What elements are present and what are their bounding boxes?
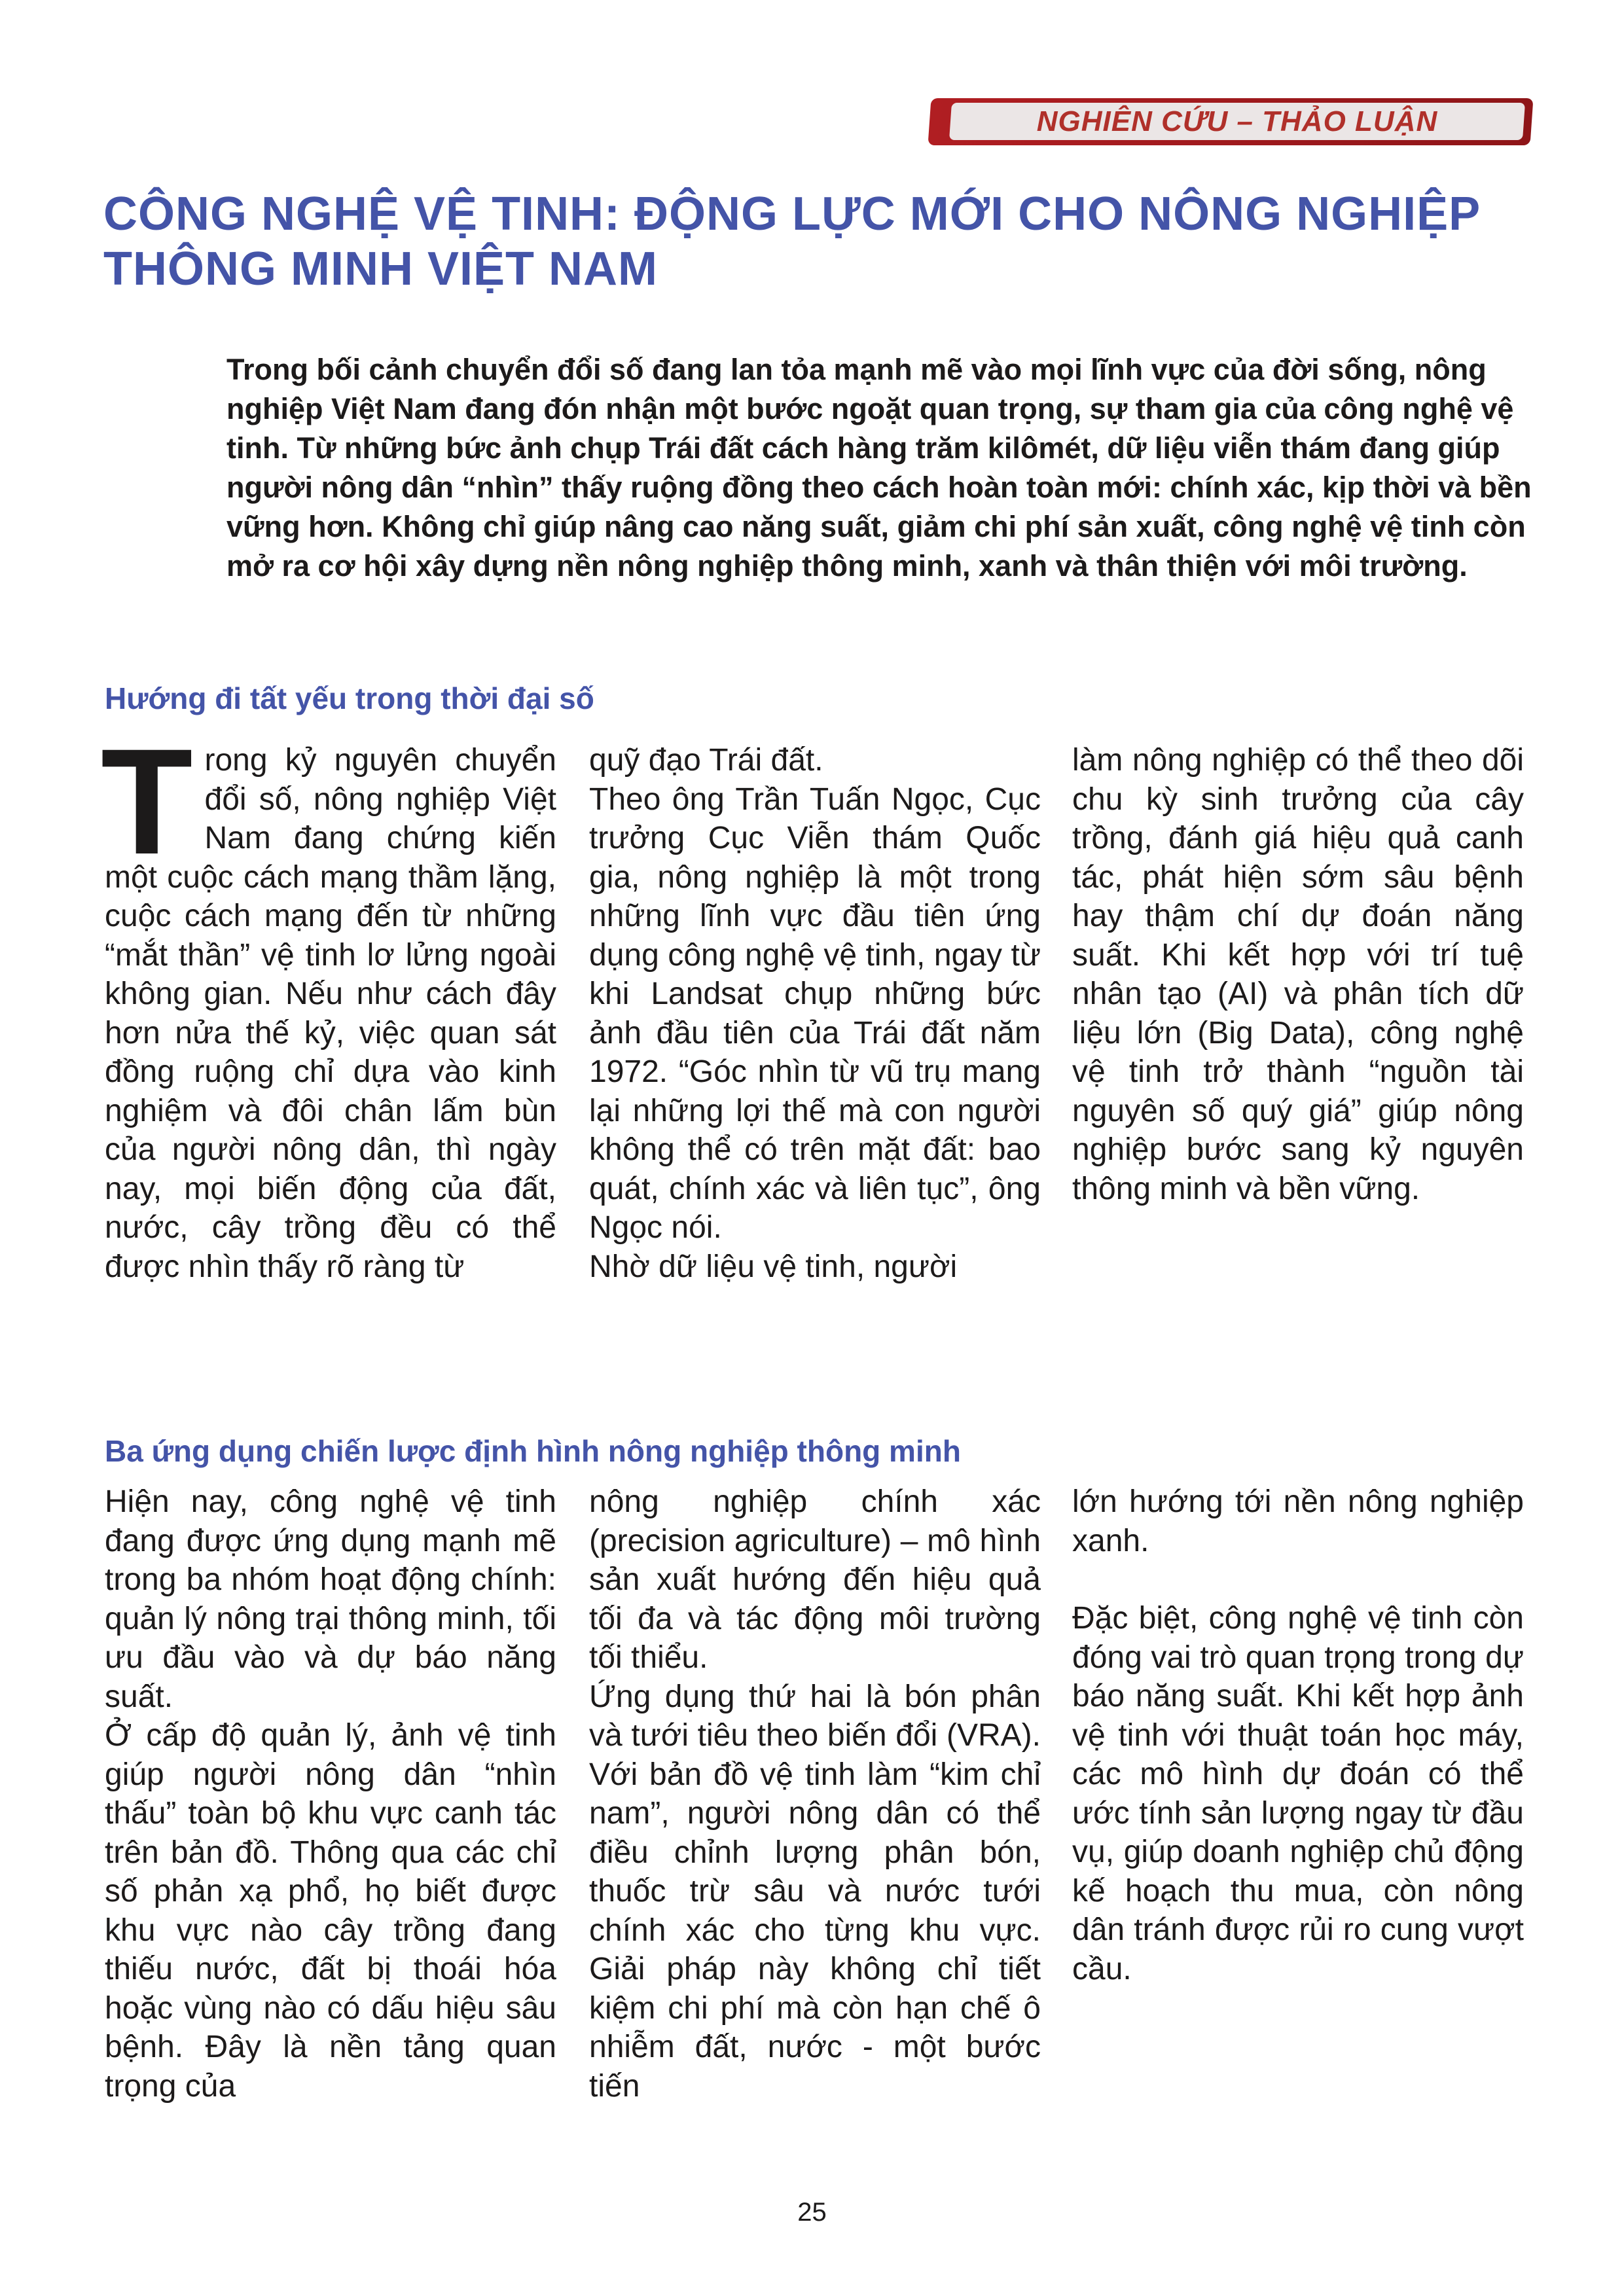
paragraph: Theo ông Trần Tuấn Ngọc, Cục trưởng Cục Viễn thám Quốc gia, nông nghiệp là một trong những lĩnh vực đầu tiên ứng dụng công nghệ vệ tinh, ngay từ khi Landsat chụp những bức ảnh đầu tiên của Trái đất năm 1972. “Góc nhìn từ vũ trụ mang lại những lợi thế mà con người không thể có trên mặt đất: bao quát, chính xác và liên tục”, ông Ngọc nói. (589, 781, 1041, 1245)
section2-column-2 (589, 1482, 1041, 2106)
paragraph (101, 717, 556, 1286)
page-number: 25 (797, 2198, 827, 2227)
paragraph-spacer (1072, 1560, 1524, 1599)
section2-column-3 (1072, 1482, 1524, 1988)
paragraph: Đặc biệt, công nghệ vệ tinh còn đóng vai trò quan trọng trong dự báo năng suất. Khi kết hợp ảnh vệ tinh với thuật toán học máy, các mô hình dự đoán có thể ước tính sản lượng ngay từ đầu vụ, giúp doanh nghiệp chủ động kế hoạch thu mua, còn nông dân tránh được rủi ro cung vượt cầu. (1072, 1601, 1524, 1986)
section1-column-1 (101, 717, 556, 1286)
paragraph: Hiện nay, công nghệ vệ tinh đang được ứng dụng mạnh mẽ trong ba nhóm hoạt động chính: quản lý nông trại thông minh, tối ưu đầu vào và dự báo năng suất. (105, 1484, 556, 1714)
paragraph-text: rong kỷ nguyên chuyển đổi số, nông nghiệp Việt Nam đang chứng kiến một cuộc cách mạng thầm lặng, cuộc cách mạng đến từ những “mắt thần” vệ tinh lơ lửng ngoài không gian. Nếu như cách đây hơn nửa thế kỷ, việc quan sát đồng ruộng chỉ dựa vào kinh nghiệm và đôi chân lấm bùn của người nông dân, thì ngày nay, mọi biến động của đất, nước, cây trồng đều có thể được nhìn thấy rõ ràng từ (105, 743, 556, 1284)
paragraph: Ứng dụng thứ hai là bón phân và tưới tiêu theo biến đổi (VRA). Với bản đồ vệ tinh làm “kim chỉ nam”, người nông dân có thể điều chỉnh lượng phân bón, thuốc trừ sâu và nước tưới chính xác cho từng khu vực. Giải pháp này không chỉ tiết kiệm chi phí mà còn hạn chế ô nhiễm đất, nước - một bước tiến (589, 1679, 1041, 2104)
paragraph: nông nghiệp chính xác (precision agriculture) – mô hình sản xuất hướng đến hiệu quả tối đa và tác động môi trường tối thiểu. (589, 1484, 1041, 1675)
paragraph: Ở cấp độ quản lý, ảnh vệ tinh giúp người nông dân “nhìn thấu” toàn bộ khu vực canh tác trên bản đồ. Thông qua các chỉ số phản xạ phổ, họ biết được khu vực nào cây trồng đang thiếu nước, đất bị thoái hóa hoặc vùng nào có dấu hiệu sâu bệnh. Đây là nền tảng quan trọng của (105, 1718, 556, 2104)
drop-cap: T (101, 717, 193, 886)
article-lead: Trong bối cảnh chuyển đổi số đang lan tỏa mạnh mẽ vào mọi lĩnh vực của đời sống, nông nghiệp Việt Nam đang đón nhận một bước ngoặt quan trọng, sự tham gia của công nghệ vệ tinh. Từ những bức ảnh chụp Trái đất cách hàng trăm kilômét, dữ liệu viễn thám đang giúp người nông dân “nhìn” thấy ruộng đồng theo cách hoàn toàn mới: chính xác, kịp thời và bền vững hơn. Không chỉ giúp nâng cao năng suất, giảm chi phí sản xuất, công nghệ vệ tinh còn mở ra cơ hội xây dựng nền nông nghiệp thông minh, xanh và thân thiện với môi trường. (226, 353, 1532, 583)
section-heading-2: Ba ứng dụng chiến lược định hình nông nghiệp thông minh (105, 1434, 961, 1468)
section1-column-2 (589, 741, 1041, 1286)
paragraph: lớn hướng tới nền nông nghiệp xanh. (1072, 1484, 1524, 1558)
article-title: CÔNG NGHỆ VỆ TINH: ĐỘNG LỰC MỚI CHO NÔNG NGHIỆP THÔNG MINH VIỆT NAM (103, 188, 1480, 295)
section-heading-1: Hướng đi tất yếu trong thời đại số (105, 681, 594, 715)
section2-column-1 (105, 1482, 556, 2106)
paragraph: Nhờ dữ liệu vệ tinh, người (589, 1249, 958, 1284)
paragraph: làm nông nghiệp có thể theo dõi chu kỳ sinh trưởng của cây trồng, đánh giá hiệu quả canh tác, phát hiện sớm sâu bệnh hay thậm chí dự đoán năng suất. Khi kết hợp với trí tuệ nhân tạo (AI) và phân tích dữ liệu lớn (Big Data), công nghệ vệ tinh trở thành “nguồn tài nguyên số quý giá” giúp nông nghiệp bước sang kỷ nguyên thông minh và bền vững. (1072, 743, 1524, 1206)
section-label: NGHIÊN CỨU – THẢO LUẬN (1036, 105, 1438, 137)
paragraph: quỹ đạo Trái đất. (589, 743, 823, 778)
section-banner (929, 98, 1532, 145)
section1-column-3 (1072, 741, 1524, 1208)
